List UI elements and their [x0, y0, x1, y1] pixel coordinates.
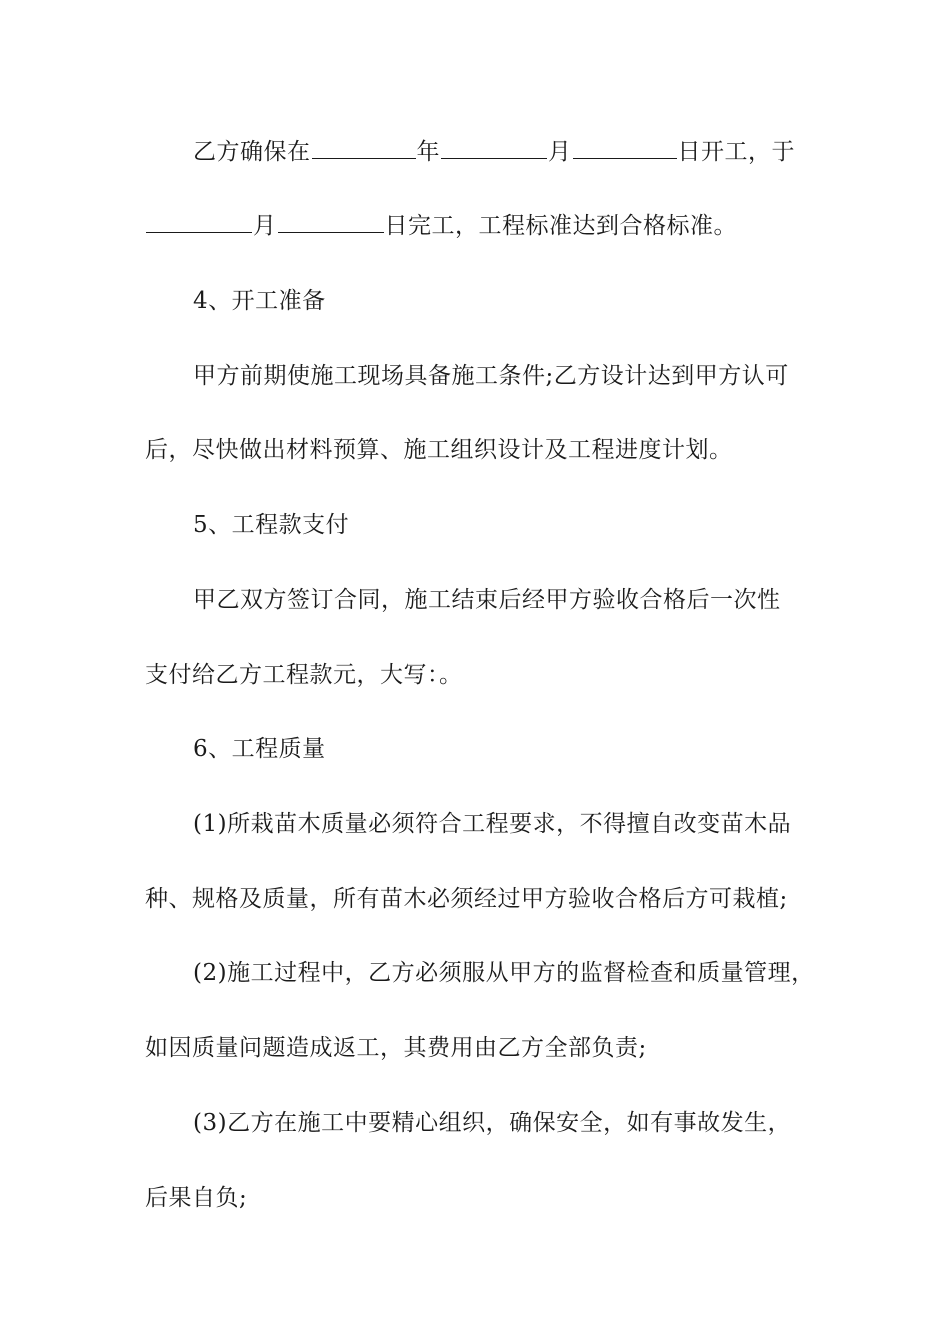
- paragraph-line: 支付给乙方工程款元，大写：。: [145, 662, 463, 688]
- section-heading-4: 4、开工准备: [193, 288, 326, 314]
- text-segment: 日完工，工程标准达到合格标准。: [384, 213, 737, 239]
- text-segment: 月: [253, 213, 277, 239]
- text-segment: 年: [416, 139, 440, 165]
- paragraph-line: 甲方前期使施工现场具备施工条件;乙方设计达到甲方认可: [193, 363, 789, 389]
- text-segment: 日开工，于: [677, 139, 795, 165]
- blank-day: [573, 136, 677, 159]
- list-item-line: 种、规格及质量，所有苗木必须经过甲方验收合格后方可栽植;: [145, 886, 788, 912]
- blank-year: [312, 136, 416, 159]
- para-start-date-line: [193, 135, 853, 169]
- paragraph-line: 后，尽快做出材料预算、施工组织设计及工程进度计划。: [145, 437, 733, 463]
- list-item-line: (1)所栽苗木质量必须符合工程要求，不得擅自改变苗木品: [193, 811, 792, 837]
- para-end-date-line: [145, 209, 845, 243]
- text-segment: 月: [548, 139, 572, 165]
- list-item-line: (3)乙方在施工中要精心组织，确保安全，如有事故发生，: [193, 1110, 792, 1136]
- section-heading-6: 6、工程质量: [193, 736, 326, 762]
- blank-day: [278, 210, 384, 233]
- blank-month: [441, 136, 547, 159]
- blank-month: [146, 210, 252, 233]
- section-heading-5: 5、工程款支付: [193, 512, 350, 538]
- text-segment: 乙方确保在: [193, 139, 311, 165]
- list-item-line: 后果自负;: [145, 1185, 248, 1211]
- list-item-line: (2)施工过程中，乙方必须服从甲方的监督检查和质量管理，: [193, 960, 815, 986]
- list-item-line: 如因质量问题造成返工，其费用由乙方全部负责;: [145, 1035, 647, 1061]
- paragraph-line: 甲乙双方签订合同，施工结束后经甲方验收合格后一次性: [193, 587, 781, 613]
